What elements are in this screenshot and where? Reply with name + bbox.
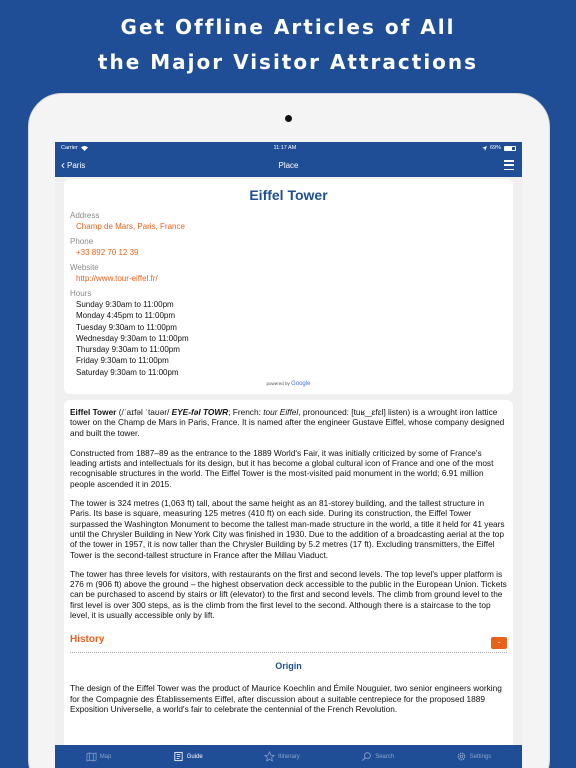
tab-itinerary[interactable]: Itinerary: [264, 751, 300, 762]
nav-title: Place: [278, 161, 299, 170]
chevron-left-icon: ‹: [61, 158, 65, 172]
article-paragraph: The design of the Eiffel Tower was the product of Maurice Koechlin and Émile Nouguier, two senior engineers working for the Compagnie des Établissements Eiffel, after discussion about a suitable centrepiece for the proposed 1889 Exposition Universelle, a world's fair to celebrate the centennial of the French Revolution.: [70, 683, 502, 714]
wifi-icon: [81, 146, 88, 151]
headline-line-1: Get Offline Articles of All: [120, 15, 456, 39]
website-link[interactable]: http://www.tour-eiffel.fr/: [76, 274, 158, 283]
google-logo: Google: [291, 381, 311, 388]
article-paragraph: The tower has three levels for visitors, with restaurants on the first and second levels. The top level's upper platform is 276 m (906 ft) above the ground – the highest observation deck accessible to the public in the European Union. Tickets can be purchased to ascend by stairs or lift (elevator) to the first and second levels. The climb from ground level to the first level is over 300 steps, as is the climb from the first level to the second. Although there is a staircase to the top level, it is usually accessible only by lift.: [70, 568, 507, 621]
hours-row: Friday 9:30am to 11:00pm: [76, 356, 169, 366]
website-label: Website: [70, 263, 99, 272]
promo-headline: [0, 10, 576, 80]
hours-row: Monday 4:45pm to 11:00pm: [76, 311, 176, 321]
status-time: 11:17 AM: [273, 145, 297, 151]
address-label: Address: [70, 211, 100, 220]
section-header-history: [70, 629, 507, 653]
tab-search[interactable]: Search: [361, 751, 394, 762]
hours-row: Thursday 9:30am to 11:00pm: [76, 345, 180, 355]
camera-icon: [285, 115, 292, 122]
battery-percent: 69%: [489, 145, 501, 151]
star-icon: [264, 751, 275, 762]
powered-by-google: powered by Google: [266, 381, 311, 388]
hours-label: Hours: [70, 289, 92, 298]
hours-row: Tuesday 9:30am to 11:00pm: [76, 322, 177, 332]
search-icon: [361, 751, 372, 762]
place-info-card: [64, 179, 513, 394]
menu-icon[interactable]: [504, 160, 514, 170]
subsection-title: Origin: [275, 661, 302, 672]
battery-icon: [504, 146, 516, 151]
navigation-bar: [55, 154, 522, 177]
app-screen: [55, 142, 522, 768]
tab-bar: [55, 745, 522, 768]
address-link[interactable]: Champ de Mars, Paris, France: [76, 222, 185, 231]
tab-settings[interactable]: Settings: [456, 751, 492, 762]
gear-icon: [456, 751, 467, 762]
tab-map[interactable]: Map: [86, 751, 112, 762]
headline-line-2: the Major Visitor Attractions: [97, 50, 479, 74]
location-icon: [482, 146, 487, 151]
hours-list: [76, 299, 507, 378]
article-paragraph: The tower is 324 metres (1,063 ft) tall, about the same height as an 81-storey building, and the tallest structure in Paris. Its base is square, measuring 125 metres (410 ft) on each side. During its construction, the Eiffel Tower surpassed the Washington Monument to become the tallest man-made structure in the world, a title it held for 41 years until the Chrysler Building in New York City was finished in 1930. Due to the addition of a broadcasting aerial at the top of the tower in 1957, it is now taller than the Chrysler Building by 5.2 metres (17 ft). Excluding transmitters, the Eiffel Tower is the second-tallest structure in France after the Millau Viaduct.: [70, 498, 505, 560]
status-bar: [55, 142, 522, 154]
article-card: [64, 400, 513, 768]
collapse-button[interactable]: -: [491, 637, 507, 649]
hours-row: Wednesday 9:30am to 11:00pm: [76, 333, 189, 343]
guide-icon: [173, 751, 184, 762]
article-paragraph: Constructed from 1887–89 as the entrance to the 1889 World's Fair, it was initially criticized by some of France's leading artists and intellectuals for its design, but it has become a global cultural icon of France and one of the most recognisable structures in the world. The Eiffel Tower is the most-visited paid monument in the world; 6.91 million people ascended it in 2015.: [70, 447, 494, 489]
carrier-label: Carrier: [61, 145, 78, 151]
tab-guide[interactable]: Guide: [173, 751, 203, 762]
hours-row: Saturday 9:30am to 11:00pm: [76, 367, 179, 377]
back-button[interactable]: [61, 158, 85, 172]
phone-link[interactable]: +33 892 70 12 39: [76, 248, 139, 257]
article-intro: Eiffel Tower (/ˈaɪfəl ˈtaʊər/ EYE-fəl TOWR; French: tour Eiffel, pronounced: [tuʁ‿ɛfɛl] listen) is a wrought iron lattice tower on the Champ de Mars in Paris, France. It is named after the engineer Gustave Eiffel, whose company designed and built the tower.: [70, 407, 505, 438]
back-label: Paris: [67, 160, 86, 170]
section-title: History: [70, 633, 105, 645]
phone-label: Phone: [70, 237, 94, 246]
map-icon: [86, 751, 97, 762]
hours-row: Sunday 9:30am to 11:00pm: [76, 300, 174, 309]
place-title: Eiffel Tower: [249, 187, 328, 203]
